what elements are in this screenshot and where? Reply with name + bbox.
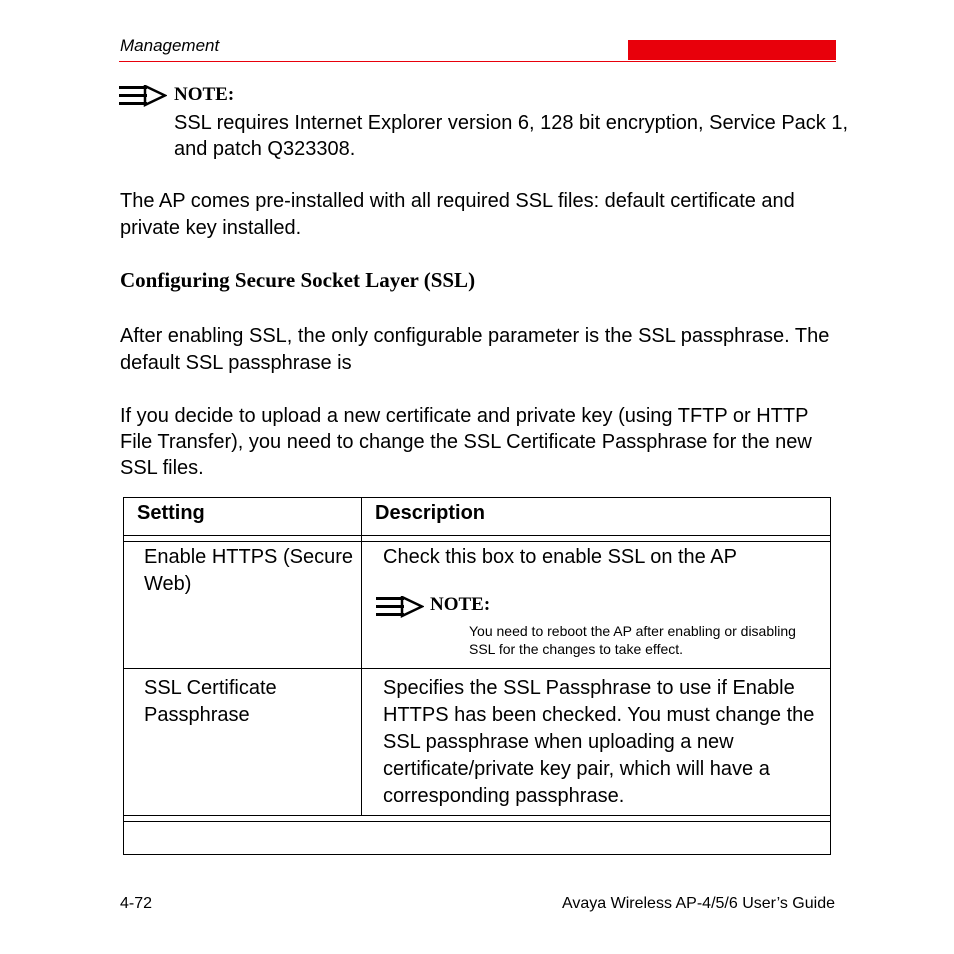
note-arrow-icon <box>376 596 424 623</box>
guide-title: Avaya Wireless AP-4/5/6 User’s Guide <box>561 895 835 912</box>
paragraph-upload: If you decide to upload a new certificate and private key (using TFTP or HTTP File Transfer), you need to change the SSL Certificate Passphrase for the new SSL files. <box>120 405 812 479</box>
paragraph-preinstalled: The AP comes pre-installed with all required SSL files: default certificate and private key installed. <box>120 190 795 239</box>
note-label: NOTE: <box>430 594 491 615</box>
column-header-description: Description <box>375 502 486 524</box>
section-heading: Configuring Secure Socket Layer (SSL) <box>120 268 476 292</box>
header-accent-bar <box>628 40 836 60</box>
header-rule <box>119 61 836 62</box>
column-header-setting: Setting <box>137 502 205 524</box>
running-header: Management <box>120 36 220 55</box>
note-arrow-icon <box>119 85 167 112</box>
table-row-description: Check this box to enable SSL on the AP <box>383 546 737 568</box>
note-text: SSL requires Internet Explorer version 6, 128 bit encryption, Service Pack 1, and patch Q323308. <box>174 112 849 160</box>
page-number: 4-72 <box>120 895 153 912</box>
table-row-setting: SSL Certificate Passphrase <box>144 677 277 726</box>
note-text: You need to reboot the AP after enabling or disabling SSL for the changes to take effect. <box>469 623 796 657</box>
paragraph-passphrase: After enabling SSL, the only configurable parameter is the SSL passphrase. The default SSL passphrase is <box>120 325 830 374</box>
table-row-setting: Enable HTTPS (Secure Web) <box>144 546 353 595</box>
note-label: NOTE: <box>174 84 235 105</box>
table-row-description: Specifies the SSL Passphrase to use if Enable HTTPS has been checked. You must change the SSL passphrase when uploading a new certificate/private key pair, which will have a corresponding passphrase. <box>383 677 815 807</box>
